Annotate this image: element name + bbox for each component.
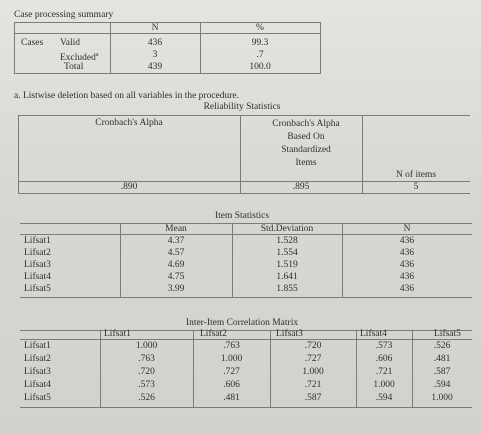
table-cell: 4.75 — [167, 272, 185, 282]
table-cell: .481 — [433, 354, 451, 364]
table-cell: 1.528 — [276, 236, 298, 246]
case-row-n: 436 — [147, 38, 163, 48]
reliability-header-alpha: Cronbach's Alpha — [95, 118, 163, 128]
case-row-n: 439 — [147, 62, 163, 72]
correlation-header: Lifsat1 — [104, 329, 131, 339]
table-cell: .594 — [433, 380, 451, 390]
case-row-n: 3 — [152, 50, 158, 60]
table-cell: 3.99 — [167, 284, 185, 294]
reliability-std-alpha-value: .895 — [292, 182, 310, 192]
table-cell: 1.554 — [276, 248, 298, 258]
correlation-header-border — [20, 339, 472, 340]
correlation-header: Lifsat3 — [276, 329, 303, 339]
reliability-header-std-alpha: Cronbach's Alpha Based On Standardized Items — [272, 119, 340, 168]
table-cell: 1.641 — [276, 272, 298, 282]
item-stats-bottom-border — [20, 297, 472, 298]
case-table-right-border — [320, 22, 321, 74]
row-label: Lifsat2 — [24, 248, 51, 258]
table-cell: .727 — [223, 367, 240, 377]
table-cell: .481 — [223, 393, 240, 403]
case-header-pct: % — [256, 23, 264, 33]
table-cell: 1.000 — [220, 354, 243, 364]
table-cell: .587 — [433, 367, 451, 377]
correlation-top-border — [20, 330, 472, 331]
case-row-pct: 100.0 — [249, 62, 271, 72]
table-cell: 1.855 — [276, 284, 298, 294]
table-cell: 4.69 — [167, 260, 185, 270]
row-label: Lifsat1 — [24, 236, 51, 246]
case-row-pct: .7 — [256, 50, 264, 60]
table-cell: 1.000 — [431, 393, 453, 403]
table-cell: .606 — [375, 354, 393, 364]
row-label: Lifsat3 — [24, 367, 51, 377]
table-cell: 436 — [399, 284, 415, 294]
table-cell: .594 — [375, 393, 393, 403]
case-row-label: Total — [64, 62, 84, 72]
table-cell: .606 — [223, 380, 240, 390]
item-stats-header-n: N — [403, 224, 411, 234]
item-stats-header-mean: Mean — [165, 224, 187, 234]
reliability-top-border — [18, 115, 470, 116]
case-summary-title: Case processing summary — [14, 10, 114, 20]
table-cell: .763 — [223, 341, 240, 351]
correlation-header: Lifsat2 — [200, 329, 227, 339]
correlation-title: Inter-Item Correlation Matrix — [185, 318, 299, 328]
case-table-left-border — [14, 22, 15, 74]
table-cell: .763 — [138, 354, 155, 364]
row-label: Lifsat2 — [24, 354, 51, 364]
table-cell: .720 — [138, 367, 155, 377]
table-cell: .720 — [304, 341, 322, 351]
item-stats-header-sd: Std.Deviation — [260, 224, 314, 234]
table-cell: 436 — [399, 260, 415, 270]
table-cell: .587 — [304, 393, 322, 403]
table-cell: 1.000 — [302, 367, 324, 377]
item-stats-title: Item Statistics — [214, 211, 270, 221]
table-cell: 4.57 — [167, 248, 185, 258]
row-label: Lifsat4 — [24, 272, 51, 282]
table-cell: .573 — [138, 380, 155, 390]
correlation-header: Lifsat5 — [434, 329, 461, 339]
row-label: Lifsat4 — [24, 380, 51, 390]
reliability-alpha-value: .890 — [120, 182, 138, 192]
row-label: Lifsat3 — [24, 260, 51, 270]
case-row-pct: 99.3 — [251, 38, 269, 48]
case-header-n: N — [151, 23, 159, 33]
case-footnote: a. Listwise deletion based on all variables in the procedure. — [14, 91, 240, 101]
table-cell: .573 — [375, 341, 393, 351]
correlation-bottom-border — [20, 407, 472, 408]
table-cell: 1.000 — [135, 341, 158, 351]
reliability-header-n: N of items — [395, 170, 437, 180]
reliability-n-value: 5 — [413, 182, 419, 192]
footnote-marker: a — [95, 52, 99, 58]
table-cell: .526 — [433, 341, 451, 351]
row-label: Lifsat5 — [24, 393, 51, 403]
table-cell: 436 — [399, 248, 415, 258]
row-label: Lifsat5 — [24, 284, 51, 294]
case-row-label: Excluded$^a$ — [60, 52, 99, 64]
table-cell: .526 — [138, 393, 155, 403]
row-label: Lifsat1 — [24, 341, 51, 351]
table-cell: .721 — [375, 367, 393, 377]
table-cell: 1.519 — [276, 260, 298, 270]
table-cell: 436 — [399, 272, 415, 282]
table-cell: 436 — [399, 236, 415, 246]
table-cell: 4.37 — [167, 236, 185, 246]
case-table-bottom-border — [14, 73, 321, 74]
table-cell: .727 — [304, 354, 322, 364]
correlation-header: Lifsat4 — [360, 329, 387, 339]
table-cell: .721 — [304, 380, 322, 390]
reliability-bottom-border — [18, 193, 470, 194]
case-row-label: Valid — [60, 38, 81, 48]
reliability-title: Reliability Statistics — [203, 102, 281, 112]
table-cell: 1.000 — [373, 380, 395, 390]
case-group-label: Cases — [21, 38, 44, 48]
